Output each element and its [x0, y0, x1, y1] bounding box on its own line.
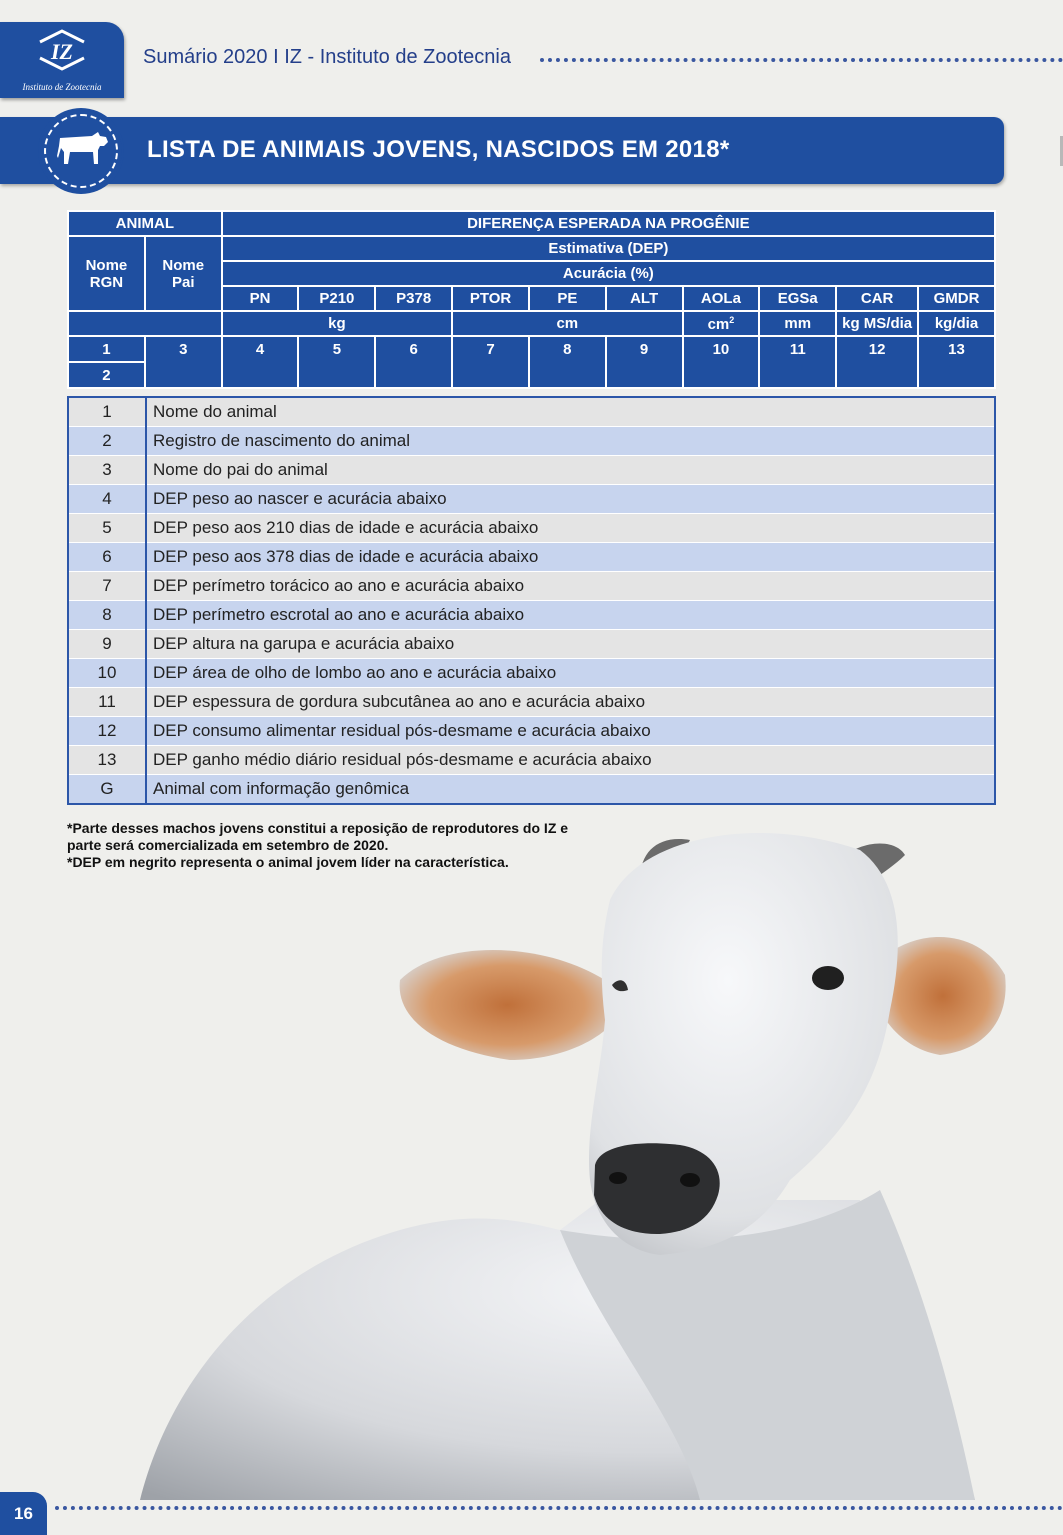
legend-desc: DEP ganho médio diário residual pós-desmame e acurácia abaixo [146, 746, 995, 775]
header-acuracia: Acurácia (%) [222, 261, 995, 286]
svg-text:IZ: IZ [51, 39, 73, 64]
trait-pe: PE [529, 286, 606, 311]
header-dep-group: DIFERENÇA ESPERADA NA PROGÊNIE [222, 211, 995, 236]
unit-cm: cm [452, 311, 682, 336]
legend-desc: Nome do animal [146, 397, 995, 427]
legend-code: 10 [68, 659, 146, 688]
legend-desc: DEP peso aos 378 dias de idade e acurácia abaixo [146, 543, 995, 572]
col-number: 8 [529, 336, 606, 388]
legend-code: 4 [68, 485, 146, 514]
legend-desc: DEP espessura de gordura subcutânea ao ano e acurácia abaixo [146, 688, 995, 717]
unit-cm2: $cm^2$ [683, 311, 760, 336]
page-number: 16 [0, 1492, 47, 1535]
unit-kg-dia: kg/dia [918, 311, 995, 336]
footer-divider [55, 1506, 1063, 1510]
trait-p378: P378 [375, 286, 452, 311]
col-number: 2 [68, 362, 145, 388]
legend-desc: DEP peso aos 210 dias de idade e acurácia abaixo [146, 514, 995, 543]
header-estimativa: Estimativa (DEP) [222, 236, 995, 261]
header-nome-pai: Nome Pai [145, 236, 222, 311]
legend-code: 8 [68, 601, 146, 630]
legend-code: 5 [68, 514, 146, 543]
trait-aola: AOLa [683, 286, 760, 311]
trait-p210: P210 [298, 286, 375, 311]
legend-desc: Nome do pai do animal [146, 456, 995, 485]
trait-gmdr: GMDR [918, 286, 995, 311]
header-title: Sumário 2020 I IZ - Instituto de Zootecnia [143, 46, 511, 68]
col-number: 6 [375, 336, 452, 388]
col-number: 9 [606, 336, 683, 388]
section-title: LISTA DE ANIMAIS JOVENS, NASCIDOS EM 2018* [147, 136, 730, 163]
legend-code: 2 [68, 427, 146, 456]
col-number: 1 [68, 336, 145, 362]
trait-ptor: PTOR [452, 286, 529, 311]
legend-desc: DEP consumo alimentar residual pós-desmame e acurácia abaixo [146, 717, 995, 746]
legend-desc: DEP área de olho de lombo ao ano e acurácia abaixo [146, 659, 995, 688]
footnote: *DEP em negrito representa o animal jovem líder na característica. [67, 854, 509, 870]
col-number: 11 [759, 336, 836, 388]
unit-kg-ms-dia: kg MS/dia [836, 311, 918, 336]
col-number: 4 [222, 336, 299, 388]
col-number: 3 [145, 336, 222, 388]
legend-code: 7 [68, 572, 146, 601]
unit-kg: kg [222, 311, 452, 336]
logo-subtitle: Instituto de Zootecnia [22, 82, 102, 92]
trait-alt: ALT [606, 286, 683, 311]
col-number: 7 [452, 336, 529, 388]
legend-code: 1 [68, 397, 146, 427]
legend-code: 3 [68, 456, 146, 485]
legend-code: 9 [68, 630, 146, 659]
header-animal: ANIMAL [68, 211, 222, 236]
unit-mm: mm [759, 311, 836, 336]
legend-code: 6 [68, 543, 146, 572]
legend-desc: DEP peso ao nascer e acurácia abaixo [146, 485, 995, 514]
legend-code: 12 [68, 717, 146, 746]
trait-pn: PN [222, 286, 299, 311]
legend-desc: Registro de nascimento do animal [146, 427, 995, 456]
col-number: 13 [918, 336, 995, 388]
col-number: 10 [683, 336, 760, 388]
header-nome-rgn: Nome RGN [68, 236, 145, 311]
footnote: *Parte desses machos jovens constitui a reposição de reprodutores do IZ e parte será comercializada em setembro de 2020. [67, 820, 569, 853]
legend-desc: DEP perímetro torácico ao ano e acurácia abaixo [146, 572, 995, 601]
trait-car: CAR [836, 286, 918, 311]
legend-desc: DEP altura na garupa e acurácia abaixo [146, 630, 995, 659]
legend-code: G [68, 775, 146, 805]
legend-code: 11 [68, 688, 146, 717]
trait-egsa: EGSa [759, 286, 836, 311]
legend-desc: Animal com informação genômica [146, 775, 995, 805]
col-number: 5 [298, 336, 375, 388]
col-number: 12 [836, 336, 918, 388]
legend-code: 13 [68, 746, 146, 775]
legend-desc: DEP perímetro escrotal ao ano e acurácia abaixo [146, 601, 995, 630]
